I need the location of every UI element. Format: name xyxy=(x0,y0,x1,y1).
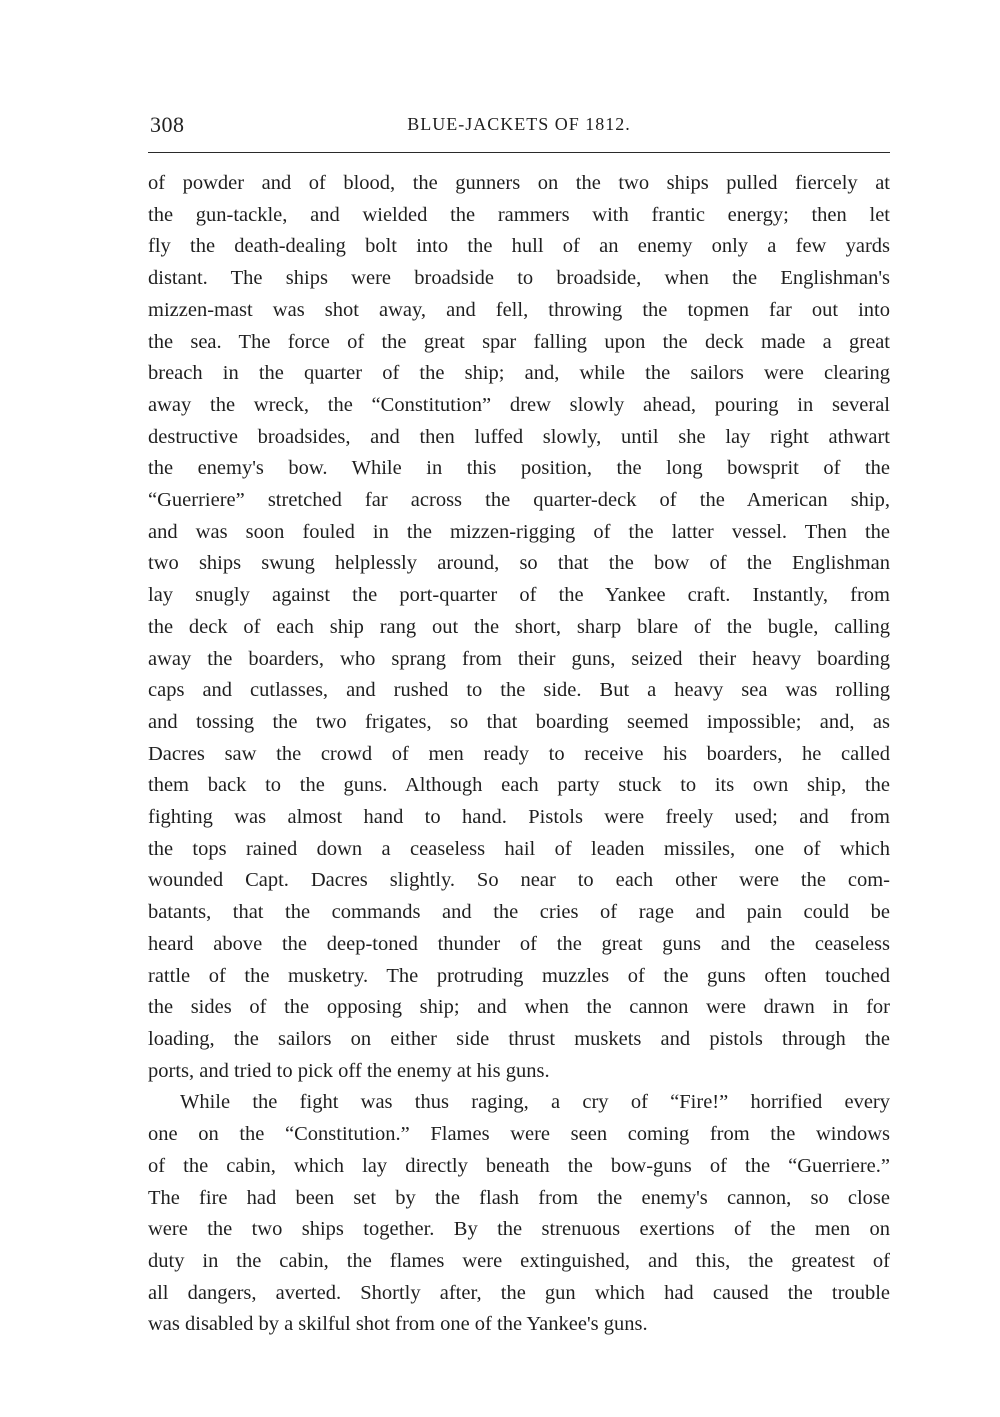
text-line: them back to the guns. Although each party stuck to its own ship, the xyxy=(148,774,890,797)
text-line: heard above the deep-toned thunder of the great guns and the ceaseless xyxy=(148,932,890,955)
text-line: duty in the cabin, the flames were extinguished, and this, the greatest of xyxy=(148,1249,890,1272)
text-line: two ships swung helplessly around, so that the bow of the Englishman xyxy=(148,552,890,575)
running-head: BLUE-JACKETS OF 1812. xyxy=(407,114,631,134)
text-line: one on the “Constitution.” Flames were seen coming from the windows xyxy=(148,1123,890,1146)
text-line: was disabled by a skilful shot from one of the Yankee's guns. xyxy=(148,1313,648,1336)
text-line: away the boarders, who sprang from their guns, seized their heavy boarding xyxy=(148,647,890,670)
body-text xyxy=(148,168,890,1341)
text-line: all dangers, averted. Shortly after, the gun which had caused the trouble xyxy=(148,1281,890,1304)
text-line: caps and cutlasses, and rushed to the side. But a heavy sea was rolling xyxy=(148,679,890,702)
text-line: the enemy's bow. While in this position, the long bowsprit of the xyxy=(148,457,890,480)
text-line: “Guerriere” stretched far across the quarter-deck of the American ship, xyxy=(148,489,890,512)
text-line: away the wreck, the “Constitution” drew slowly ahead, pouring in several xyxy=(148,393,890,416)
paragraph xyxy=(148,168,890,1087)
text-line: breach in the quarter of the ship; and, while the sailors were clearing xyxy=(148,362,890,385)
text-line: and tossing the two frigates, so that boarding seemed impossible; and, as xyxy=(148,710,890,733)
text-line: loading, the sailors on either side thrust muskets and pistols through the xyxy=(148,1027,890,1050)
text-line: the sides of the opposing ship; and when the cannon were drawn in for xyxy=(148,996,890,1019)
text-line: ports, and tried to pick off the enemy at his guns. xyxy=(148,1059,550,1082)
text-line: the gun-tackle, and wielded the rammers with frantic energy; then let xyxy=(148,203,890,226)
text-line: wounded Capt. Dacres slightly. So near to each other were the com- xyxy=(148,869,890,892)
text-line: rattle of the musketry. The protruding muzzles of the guns often touched xyxy=(148,964,890,987)
text-line: Dacres saw the crowd of men ready to receive his boarders, he called xyxy=(148,742,890,765)
text-line: the deck of each ship rang out the short, sharp blare of the bugle, calling xyxy=(148,615,890,638)
text-line: and was soon fouled in the mizzen-rigging of the latter vessel. Then the xyxy=(148,520,890,543)
text-line: lay snugly against the port-quarter of the Yankee craft. Instantly, from xyxy=(148,584,890,607)
text-line: fighting was almost hand to hand. Pistols were freely used; and from xyxy=(148,806,890,829)
text-line: of powder and of blood, the gunners on the two ships pulled fiercely at xyxy=(148,172,890,194)
text-line: mizzen-mast was shot away, and fell, throwing the topmen far out into xyxy=(148,298,890,321)
text-line: of the cabin, which lay directly beneath the bow-guns of the “Guerriere.” xyxy=(148,1154,890,1177)
text-line: batants, that the commands and the cries of rage and pain could be xyxy=(148,901,890,924)
paragraph xyxy=(148,1087,890,1341)
text-line: distant. The ships were broadside to broadside, when the Englishman's xyxy=(148,267,890,290)
text-line: While the fight was thus raging, a cry of “Fire!” horrified every xyxy=(180,1091,890,1114)
text-line: the tops rained down a ceaseless hail of leaden missiles, one of which xyxy=(148,837,890,860)
text-line: The fire had been set by the flash from the enemy's cannon, so close xyxy=(148,1186,890,1209)
header-rule xyxy=(148,152,890,153)
text-line: were the two ships together. By the strenuous exertions of the men on xyxy=(148,1218,890,1241)
text-line: the sea. The force of the great spar falling upon the deck made a great xyxy=(148,330,890,353)
text-line: fly the death-dealing bolt into the hull of an enemy only a few yards xyxy=(148,235,890,258)
page-header xyxy=(148,108,890,144)
page-number: 308 xyxy=(150,112,185,137)
text-line: destructive broadsides, and then luffed slowly, until she lay right athwart xyxy=(148,425,890,448)
